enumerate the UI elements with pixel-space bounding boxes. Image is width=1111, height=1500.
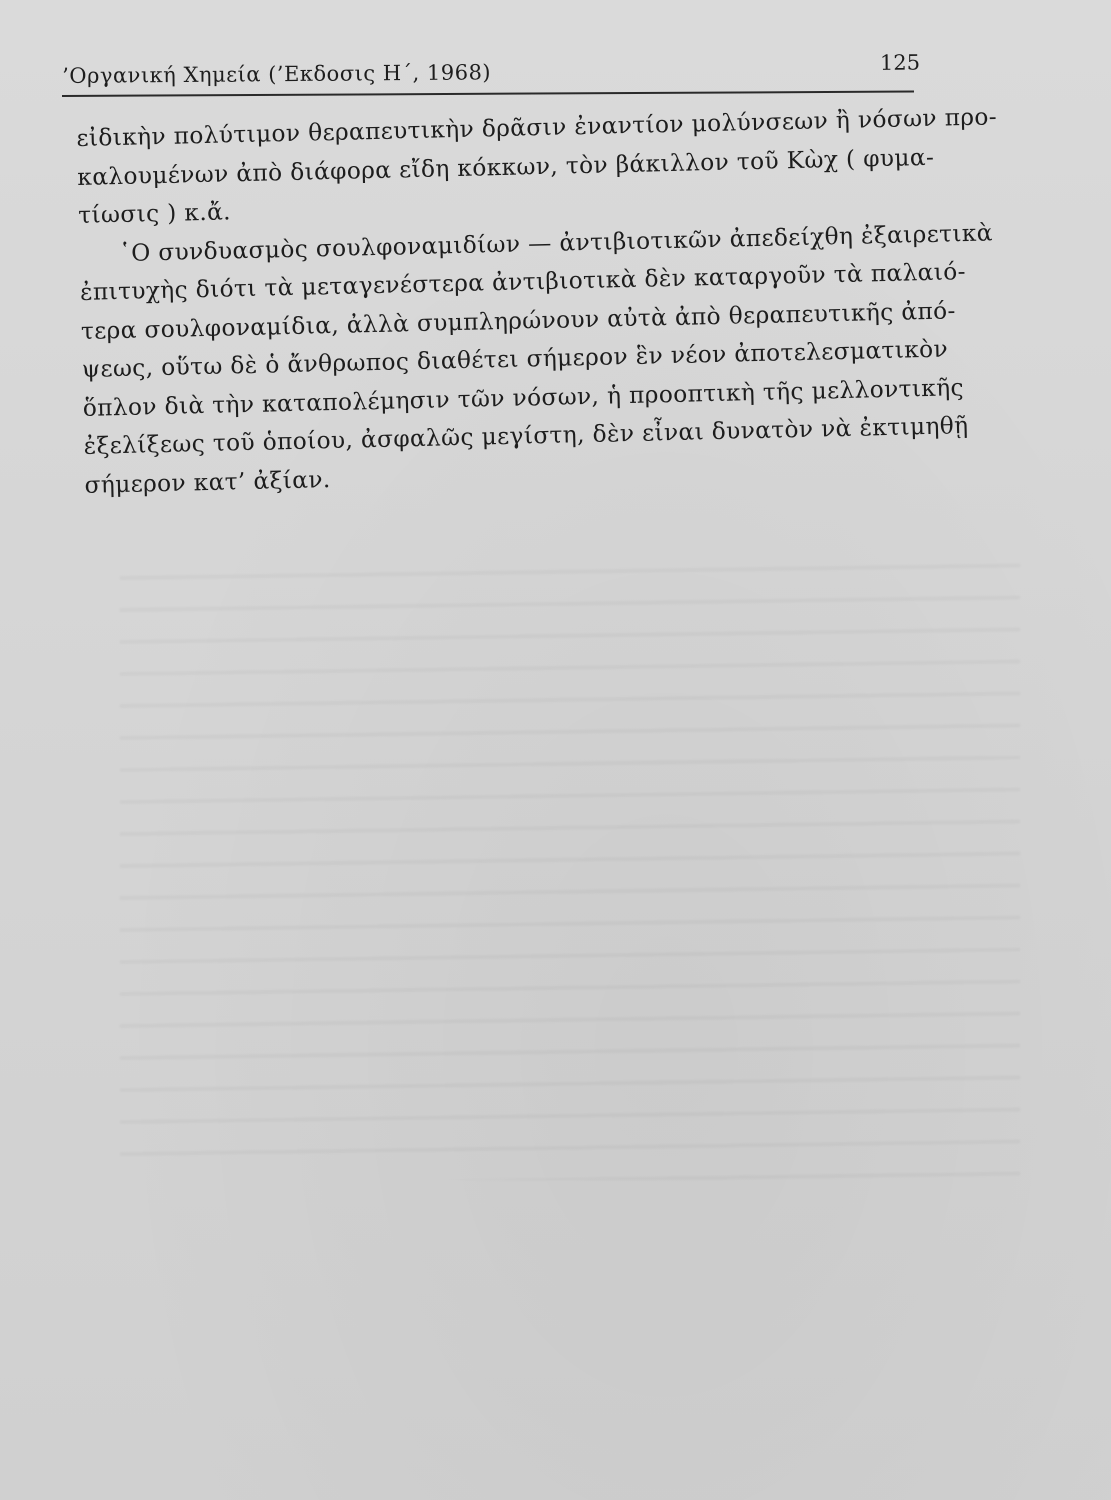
text-line: τερα σουλφοναμίδια, ἀλλὰ συμπληρώνουν αὐτὰ ἀπὸ θεραπευτικῆς ἀπό- bbox=[80, 296, 956, 345]
text-line: ὅπλον διὰ τὴν καταπολέμησιν τῶν νόσων, ἡ προοπτικὴ τῆς μελλοντικῆς bbox=[82, 373, 965, 422]
text-line: καλουμένων ἀπὸ διάφορα εἴδη κόκκων, τὸν βάκιλλον τοῦ Κὼχ ( φυμα- bbox=[77, 143, 935, 191]
paragraph-first-line: ῾Ο συνδυασμὸς σουλφοναμιδίων — ἀντιβιοτικῶν ἀπεδείχθη ἐξαιρετικὰ bbox=[118, 218, 994, 267]
show-through-text-shadow bbox=[120, 560, 1020, 1180]
running-head bbox=[62, 51, 920, 90]
text-line: ψεως, οὕτω δὲ ὁ ἄνθρωπος διαθέτει σήμερον ἓν νέον ἀποτελεσματικὸν bbox=[81, 335, 949, 383]
text-line: σήμερον κατ’ ἀξίαν. bbox=[84, 465, 331, 499]
running-title: ’Οργανική Χημεία (’Εκδοσις Η΄, 1968) bbox=[62, 60, 492, 88]
text-line: ἐξελίξεως τοῦ ὁποίου, ἀσφαλῶς μεγίστη, δὲν εἶναι δυνατὸν νὰ ἐκτιμηθῇ bbox=[83, 412, 969, 460]
text-line: τίωσις ) κ.ἄ. bbox=[77, 198, 232, 229]
page-number: 125 bbox=[879, 50, 921, 75]
body-text bbox=[76, 100, 998, 505]
header-rule bbox=[62, 91, 914, 97]
text-line: εἰδικὴν πολύτιμον θεραπευτικὴν δρᾶσιν ἐναντίον μολύνσεων ἢ νόσων προ- bbox=[76, 103, 998, 152]
text-line: ἐπιτυχὴς διότι τὰ μεταγενέστερα ἀντιβιοτικὰ δὲν καταργοῦν τὰ παλαιό- bbox=[79, 258, 967, 306]
